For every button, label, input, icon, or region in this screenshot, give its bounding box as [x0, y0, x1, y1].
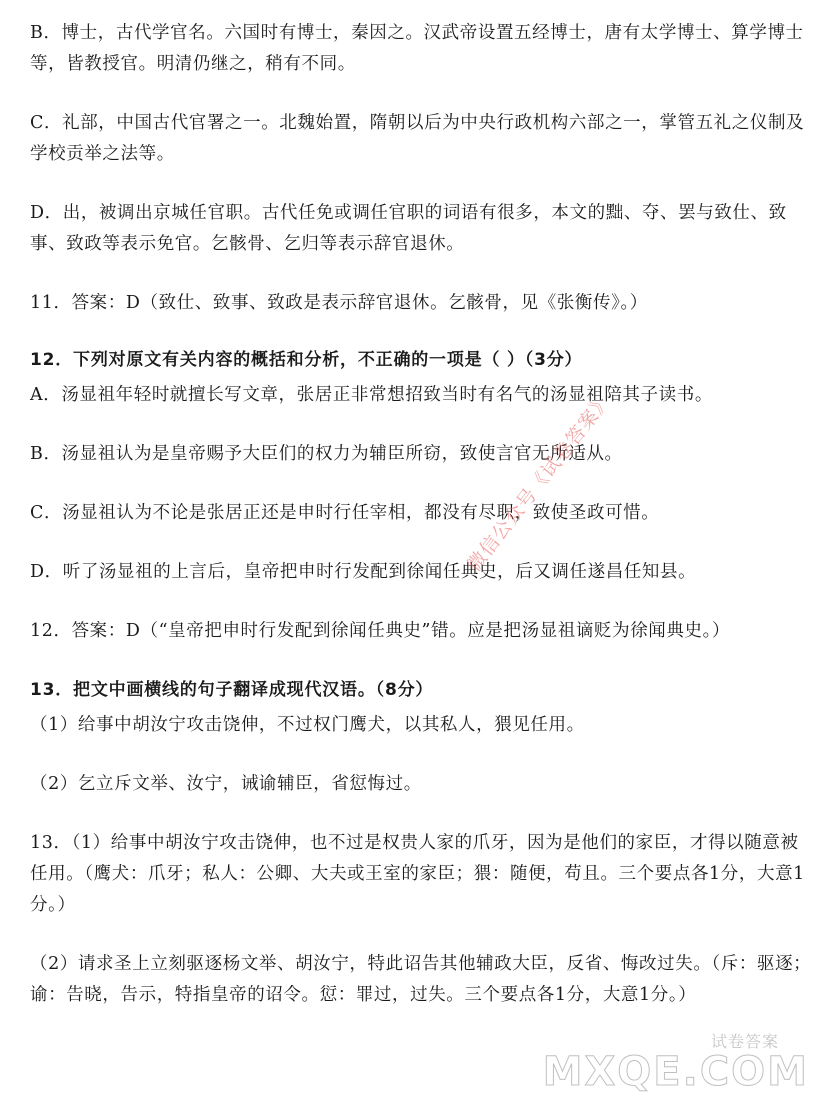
answer-13-part-1: 13．（1）给事中胡汝宁攻击饶伸，也不过是权贵人家的爪牙，因为是他们的家臣，才得以随意被任用。（鹰犬：爪牙；私人：公卿、大夫或王室的家臣；猥：随便，苟且。三个要点各1分，大意1分。）: [30, 833, 805, 915]
question-12-option-b: B．汤显祖认为是皇帝赐予大臣们的权力为辅臣所窃，致使言官无所适从。: [30, 444, 623, 464]
answer-11: 11．答案：D（致仕、致事、致政是表示辞官退休。乞骸骨，见《张衡传》。）: [30, 293, 648, 313]
option-c-libu: C．礼部，中国古代官署之一。北魏始置，隋朝以后为中央行政机构六部之一，掌管五礼之仪制及学校贡举之法等。: [30, 113, 805, 164]
option-d-chu: D．出，被调出京城任官职。古代任免或调任官职的词语有很多，本文的黜、夺、罢与致仕、致事、致政等表示免官。乞骸骨、乞归等表示辞官退休。: [30, 203, 787, 254]
site-watermark: [542, 1029, 809, 1095]
wechat-watermark: 微信公众号《试卷答案》: [463, 389, 616, 577]
question-12-heading: 12．下列对原文有关内容的概括和分析，不正确的一项是（ ）（3分）: [30, 350, 583, 370]
question-13-sentence-1: （1）给事中胡汝宁攻击饶伸，不过权门鹰犬，以其私人，猥见任用。: [30, 715, 585, 735]
answer-12: 12．答案：D（“皇帝把申时行发配到徐闻任典史”错。应是把汤显祖谪贬为徐闻典史。）: [30, 621, 731, 641]
question-12-option-c: C．汤显祖认为不论是张居正还是申时行任宰相，都没有尽职，致使圣政可惜。: [30, 503, 660, 523]
site-watermark-sub: 试卷答案: [710, 1032, 779, 1051]
question-13-heading: 13．把文中画横线的句子翻译成现代汉语。（8分）: [30, 680, 434, 700]
question-13-sentence-2: （2）乞立斥文举、汝宁，诫谕辅臣，省愆悔过。: [30, 774, 422, 794]
option-b-boshi: B．博士，古代学官名。六国时有博士，秦因之。汉武帝设置五经博士，唐有太学博士、算学博士等，皆教授官。明清仍继之，稍有不同。: [30, 23, 804, 74]
question-12-option-d: D．听了汤显祖的上言后，皇帝把申时行发配到徐闻任典史，后又调任遂昌任知县。: [30, 562, 697, 582]
document-page: [30, 18, 815, 1011]
question-12-option-a: A．汤显祖年轻时就擅长写文章，张居正非常想招致当时有名气的汤显祖陪其子读书。: [30, 385, 713, 405]
answer-13-part-2: （2）请求圣上立刻驱逐杨文举、胡汝宁，特此诏告其他辅政大臣，反省、悔改过失。（斥：驱逐；谕：告晓，告示，特指皇帝的诏令。愆：罪过，过失。三个要点各1分，大意1分。）: [30, 954, 812, 1005]
site-watermark-main: MXQE.COM: [542, 1049, 809, 1095]
